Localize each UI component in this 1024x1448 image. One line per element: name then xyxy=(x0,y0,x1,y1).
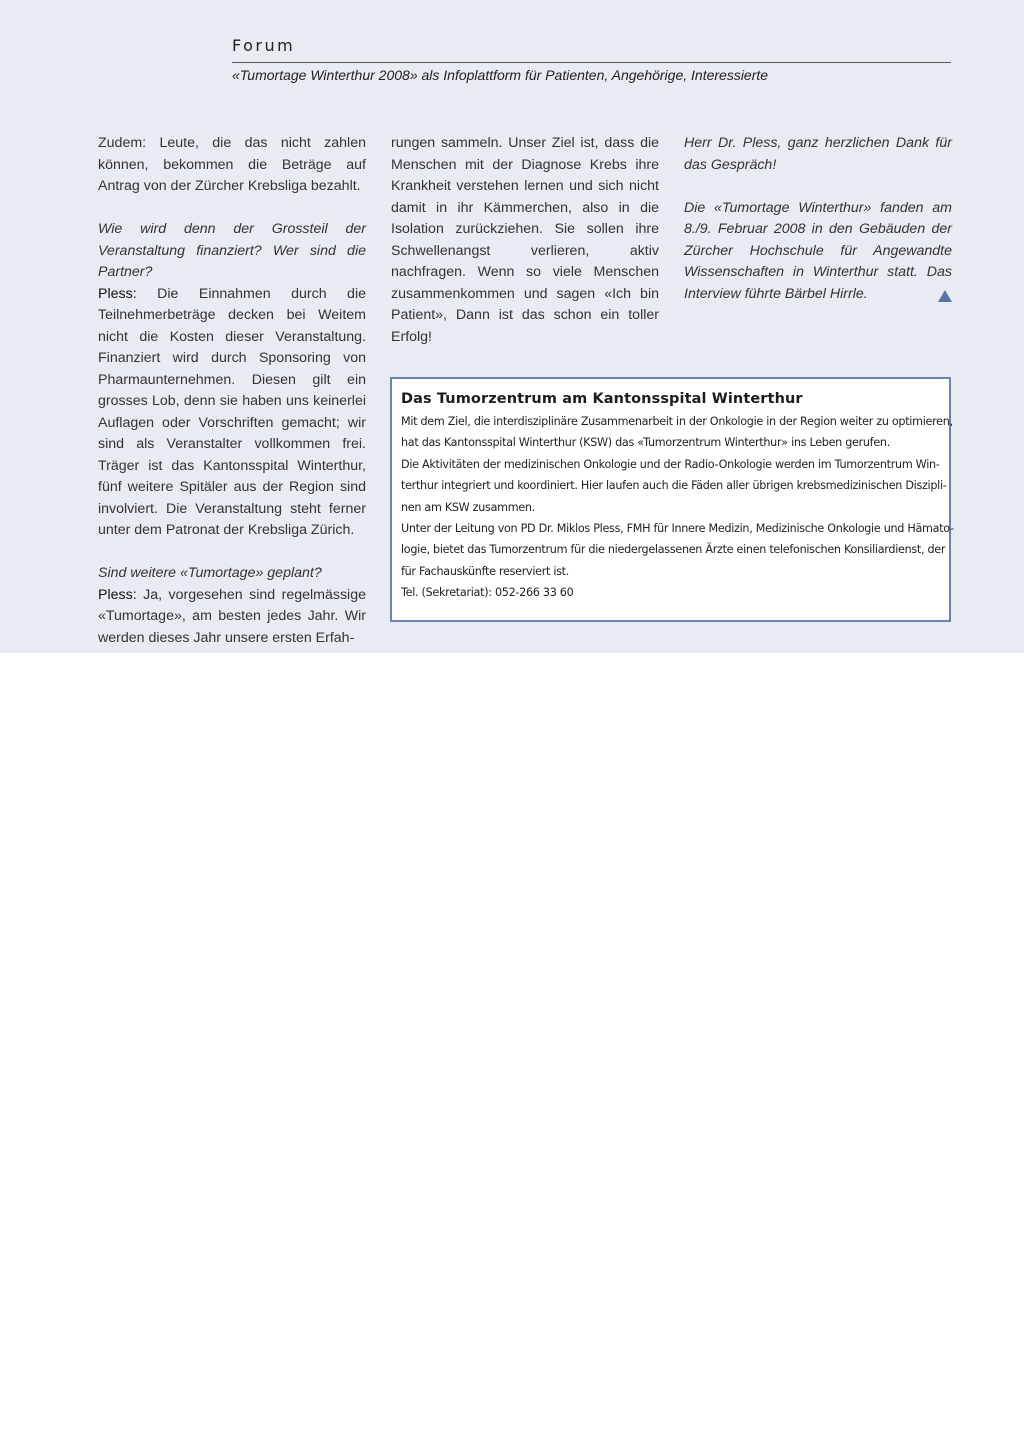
interview-answer: Die Einnahmen durch die Teilnehmerbeträge decken bei Weitem nicht die Kosten dieser Veranstaltung. Finanziert wird durch Sponsoring von Pharmaunternehmen. Diesen gilt ein grosses Lob, denn sie haben uns keinerlei Auflagen oder Vorschriften gemacht; wir sind als Veranstalter vollkommen frei. Träger ist das Kantonsspital Winterthur, fünf weitere Spitäler aus der Region sind involviert. Die Veranstaltung steht ferner unter dem Patronat der Krebsliga Zürich. xyxy=(98,285,366,538)
speaker-name: Pless: xyxy=(98,285,137,302)
info-box-title: Das Tumorzentrum am Kantonsspital Winterthur xyxy=(401,391,803,407)
info-box-line: nen am KSW zusammen. xyxy=(401,500,535,514)
text-column-2 xyxy=(391,133,659,348)
info-box-line: logie, bietet das Tumorzentrum für die niedergelassenen Ärzte einen telefonischen Konsiliardienst, der xyxy=(401,543,946,557)
info-box-line: terthur integriert und koordiniert. Hier laufen auch die Fäden aller übrigen krebsmedizinischen Diszipli- xyxy=(401,479,947,493)
info-box-line: Unter der Leitung von PD Dr. Miklos Pless, FMH für Innere Medizin, Medizinische Onkologie und Hämato- xyxy=(401,522,954,536)
info-box-phone: Tel. (Sekretariat): 052-266 33 60 xyxy=(401,586,574,600)
info-box-line: Mit dem Ziel, die interdisziplinäre Zusammenarbeit in der Onkologie in der Region weiter zu optimieren, xyxy=(401,415,953,428)
info-box-line: Die Aktivitäten der medizinischen Onkologie und der Radio-Onkologie werden im Tumorzentrum Win- xyxy=(401,457,940,471)
info-box xyxy=(390,377,954,622)
section-label: Forum xyxy=(232,36,296,55)
info-box-body xyxy=(401,411,954,604)
qa-block-1 xyxy=(98,219,366,542)
speaker-name: Pless: xyxy=(98,586,137,603)
info-box-line: hat das Kantonsspital Winterthur (KSW) das «Tumorzentrum Winterthur» ins Leben gerufen. xyxy=(401,436,890,450)
closing-note-text: Die «Tumortage Winterthur» fanden am 8./9. Februar 2008 in den Gebäuden der Zürcher Hochschule für Angewandte Wissenschaften in Winterthur statt. Das Interview führte Bärbel Hirrle. xyxy=(684,199,952,302)
closing-thanks: Herr Dr. Pless, ganz herzlichen Dank für das Gespräch! xyxy=(684,135,952,173)
text-column-1 xyxy=(98,133,366,649)
paragraph-continuation: rungen sammeln. Unser Ziel ist, dass die Menschen mit der Diagnose Krebs ihre Krankheit verstehen lernen und sich nicht damit in ihr Kämmerchen, also in die Isolation zurückziehen. Sie sollen ihre Schwellenangst verlieren, aktiv nachfragen. Wenn so viele Menschen zusammenkommen und sagen «Ich bin Patient», Dann ist das schon ein toller Erfolg! xyxy=(391,135,659,345)
info-box-line: für Fachauskünfte reserviert ist. xyxy=(401,564,570,578)
interview-question: Wie wird denn der Grossteil der Veranstaltung finanziert? Wer sind die Partner? xyxy=(98,221,366,280)
qa-block-2 xyxy=(98,563,366,649)
header-rule xyxy=(232,62,951,63)
text-column-3 xyxy=(684,133,952,305)
paragraph-intro: Zudem: Leute, die das nicht zahlen können, bekommen die Beträge auf Antrag von der Zürcher Krebsliga bezahlt. xyxy=(98,135,366,194)
closing-note xyxy=(684,198,952,306)
interview-question: Sind weitere «Tumortage» geplant? xyxy=(98,565,322,581)
article-subtitle: «Tumortage Winterthur 2008» als Infoplattform für Patienten, Angehörige, Interessierte xyxy=(232,67,769,83)
interview-answer: Ja, vorgesehen sind regelmässige «Tumortage», am besten jedes Jahr. Wir werden dieses Jahr unsere ersten Erfah- xyxy=(98,586,366,646)
end-of-article-triangle-icon xyxy=(938,290,952,302)
